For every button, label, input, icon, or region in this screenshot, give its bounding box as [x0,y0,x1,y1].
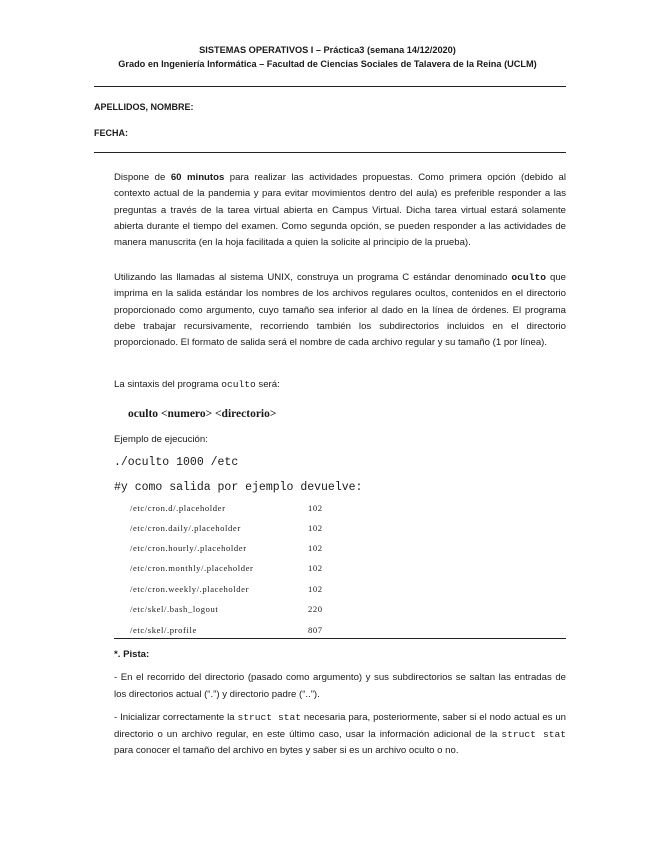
task-paragraph: Utilizando las llamadas al sistema UNIX, construya un programa C estándar denominado oculto que imprima en la salida estándar los nombres de los archivos regulares ocultos, contenidos en el directorio proporcionado como argumento, cuyo tamaño sea inferior al dado en la línea de órdenes. El programa debe trabajar recursivamente, recorriendo también los subdirectorios incluidos en el directorio proporcionado. El formato de salida será el nombre de cada archivo regular y su tamaño (1 por línea). [114,272,566,349]
duration-highlight: 60 minutos [170,172,225,183]
struct-stat-code: struct stat [501,728,566,740]
header-divider [94,86,566,87]
syntax-line: oculto <numero> <directorio> [128,408,277,420]
form-divider [94,152,566,153]
example-label: Ejemplo de ejecución: [114,434,208,445]
name-field-label: APELLIDOS, NOMBRE: [94,102,194,112]
output-line: /etc/cron.hourly/.placeholder 102 [130,543,323,553]
program-name-code: oculto [511,272,546,283]
example-command: ./oculto 1000 /etc [114,456,239,469]
intro-paragraph: Dispone de 60 minutos para realizar las actividades propuestas. Como primera opción (debido al contexto actual de la pandemia y para evitar movimientos dentro del aula) es preferible responder a las preguntas a través de la tarea virtual abierta en Campus Virtual. Dicha tarea virtual estará solamente abierta durante el tiempo del examen. Como segunda opción, se pueden responder a las actividades de manera manuscrita (en la hoja facilitada a quien la solicite al principio de la prueba). [114,172,567,249]
document-subtitle: Grado en Ingeniería Informática – Facultad de Ciencias Sociales de Talavera de la Reina (UCLM) [118,59,537,69]
example-comment: #y como salida por ejemplo devuelve: [114,481,363,494]
syntax-intro: La sintaxis del programa oculto será: [114,379,280,390]
date-field-label: FECHA: [94,128,128,138]
document-title: SISTEMAS OPERATIVOS I – Práctica3 (semana 14/12/2020) [199,45,456,55]
output-line: /etc/skel/.profile 807 [130,625,323,635]
output-line: /etc/cron.daily/.placeholder 102 [130,523,323,533]
output-line: /etc/cron.monthly/.placeholder 102 [130,563,323,573]
hint-1: - En el recorrido del directorio (pasado como argumento) y sus subdirectorios se saltan las entradas de los directorios actual (“.”) y directorio padre (“..”). [114,672,566,700]
struct-stat-code: struct stat [237,712,302,723]
hints-title: *. Pista: [114,649,150,660]
output-line: /etc/cron.d/.placeholder 102 [130,503,323,513]
output-line: /etc/cron.weekly/.placeholder 102 [130,584,323,594]
output-line: /etc/skel/.bash_logout 220 [130,604,323,614]
hint-2: - Inicializar correctamente la struct stat necesaria para, posteriormente, saber si el nodo actual es un directorio o un archivo regular, en este último caso, usar la información adicional de la struct stat para conocer el tamaño del archivo en bytes y saber si es un archivo oculto o no. [114,712,566,756]
example-divider [114,638,566,639]
